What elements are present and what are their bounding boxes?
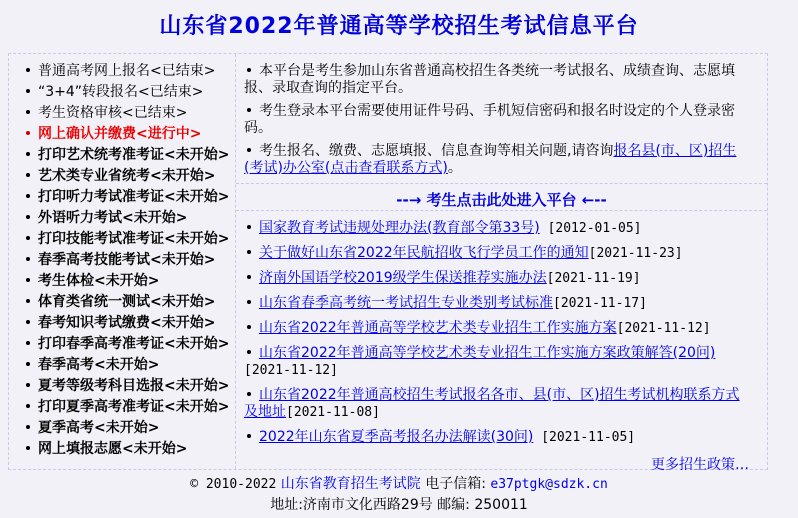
announcement-item: [244, 245, 753, 262]
intro-paragraph-login: [244, 103, 753, 137]
footer-email-link[interactable]: e37ptgk@sdzk.cn: [490, 477, 608, 492]
sidebar-item-foreign-listening-exam[interactable]: [23, 208, 231, 229]
footer-line-copyright: [0, 474, 798, 495]
sidebar-item-label: 打印夏季高考准考证<未开始>: [38, 399, 230, 415]
bullet-icon: [26, 236, 30, 240]
announcement-date: [2012-01-05]: [539, 221, 642, 236]
bullet-icon: [26, 110, 30, 114]
announcement-date: [2021-11-12]: [616, 321, 711, 336]
bullet-icon: [26, 383, 30, 387]
sidebar-item-3plus4-transfer-signup[interactable]: [23, 82, 231, 103]
intro-text: 。: [447, 160, 462, 176]
sidebar-item-pe-provincial-test[interactable]: [23, 292, 231, 313]
sidebar-item-label: 打印听力考试准考证<未开始>: [38, 189, 230, 205]
sidebar-item-online-confirm-payment[interactable]: [23, 124, 231, 145]
announcement-date: [2021-11-19]: [546, 271, 641, 286]
sidebar-item-qualification-review[interactable]: [23, 103, 231, 124]
sidebar-item-print-spring-gaokao-ticket[interactable]: [23, 334, 231, 355]
announcement-item: [244, 345, 753, 379]
bullet-icon: [26, 173, 30, 177]
sidebar-item-art-provincial-exam[interactable]: [23, 166, 231, 187]
sidebar-item-label: 春季高考<未开始>: [38, 357, 160, 373]
announcement-date: [2021-11-05]: [533, 430, 636, 445]
sidebar-item-label: 春季高考技能考试<未开始>: [38, 252, 216, 268]
intro-paragraph-platform: [244, 63, 753, 97]
announcement-item: [244, 320, 753, 337]
announcement-link[interactable]: 国家教育考试违规处理办法(教育部令第33号): [259, 220, 540, 236]
intro-paragraph-contact: [244, 143, 753, 177]
bullet-icon: [26, 89, 30, 93]
bullet-icon: [26, 446, 30, 450]
sidebar-item-online-volunteer-filling[interactable]: [23, 439, 231, 460]
exam-stage-sidebar: [9, 54, 236, 469]
footer: [0, 474, 798, 516]
enter-platform-row: [236, 184, 767, 211]
bullet-icon: [26, 404, 30, 408]
announcement-item: [244, 429, 753, 446]
announcement-list: [236, 211, 767, 474]
sidebar-item-label: 打印艺术统考准考证<未开始>: [38, 147, 230, 163]
intro-text: 本平台是考生参加山东省普通高校招生各类统一考试报名、成绩查询、志愿填报、录取查询的指定平台。: [244, 63, 735, 96]
bullet-icon: [26, 425, 30, 429]
sidebar-item-label: 网上填报志愿<未开始>: [38, 441, 188, 457]
bullet-icon: [26, 152, 30, 156]
announcement-date: [2021-11-12]: [244, 363, 338, 378]
sidebar-item-print-summer-gaokao-ticket[interactable]: [23, 397, 231, 418]
sidebar-item-print-skill-exam-ticket[interactable]: [23, 229, 231, 250]
main-content-box: [8, 53, 768, 473]
bullet-icon: [247, 350, 251, 354]
sidebar-item-label: 考生体检<未开始>: [38, 273, 160, 289]
sidebar-item-label: 打印技能考试准考证<未开始>: [38, 231, 230, 247]
sidebar-item-spring-knowledge-payment[interactable]: [23, 313, 231, 334]
announcement-link[interactable]: 山东省2022年普通高等学校艺术类专业招生工作实施方案政策解答(20问): [259, 345, 716, 361]
right-panel: [236, 54, 767, 473]
bullet-icon: [247, 108, 251, 112]
footer-org-link[interactable]: 山东省教育招生考试院: [280, 476, 421, 492]
sidebar-item-gaokao-online-signup[interactable]: [23, 61, 231, 82]
announcement-date: [2021-11-08]: [286, 405, 380, 420]
sidebar-item-summer-subject-selection[interactable]: [23, 376, 231, 397]
announcement-link[interactable]: 济南外国语学校2019级学生保送推荐实施办法: [259, 270, 547, 286]
more-policies-link[interactable]: 更多招生政策…: [651, 457, 749, 473]
bullet-icon: [247, 434, 251, 438]
intro-text: 考生登录本平台需要使用证件号码、手机短信密码和报名时设定的个人登录密码。: [244, 103, 735, 136]
intro-text: 考生报名、缴费、志愿填报、信息查询等相关问题,请咨询: [259, 143, 614, 159]
sidebar-item-label: 考生资格审核<已结束>: [38, 105, 188, 121]
sidebar-item-summer-gaokao[interactable]: [23, 418, 231, 439]
bullet-icon: [247, 392, 251, 396]
announcement-link[interactable]: 山东省2022年普通高校招生考试报名各市、县(市、区)招生考试机构联系方式及地址: [244, 387, 740, 420]
footer-email-label: 电子信箱:: [425, 476, 486, 492]
copyright-years: © 2010-2022: [190, 477, 277, 492]
enter-platform-link[interactable]: --→ 考生点击此处进入平台 ←--: [396, 191, 607, 209]
bullet-icon: [26, 320, 30, 324]
bullet-icon: [247, 225, 251, 229]
bullet-icon: [247, 275, 251, 279]
announcement-item: [244, 387, 753, 421]
announcement-link[interactable]: 关于做好山东省2022年民航招收飞行学员工作的通知: [259, 245, 589, 261]
announcement-item: [244, 270, 753, 287]
bullet-icon: [247, 250, 251, 254]
sidebar-item-label: 网上确认并缴费<进行中>: [38, 126, 202, 142]
more-policies-row: [244, 454, 753, 474]
sidebar-item-physical-exam[interactable]: [23, 271, 231, 292]
announcement-link[interactable]: 山东省2022年普通高等学校艺术类专业招生工作实施方案: [259, 320, 617, 336]
bullet-icon: [26, 362, 30, 366]
sidebar-item-label: 艺术类专业省统考<未开始>: [38, 168, 216, 184]
bullet-icon: [247, 325, 251, 329]
bullet-icon: [26, 215, 30, 219]
sidebar-item-spring-skill-exam[interactable]: [23, 250, 231, 271]
announcement-item: [244, 295, 753, 312]
bullet-icon: [247, 300, 251, 304]
platform-intro-section: [236, 54, 767, 184]
sidebar-item-label: 普通高考网上报名<已结束>: [38, 63, 216, 79]
announcement-item: [244, 220, 753, 237]
sidebar-item-label: 夏考等级考科目选报<未开始>: [38, 378, 230, 394]
page-title: 山东省2022年普通高等学校招生考试信息平台: [159, 14, 639, 39]
contact-office-link[interactable]: 报名县(市、区)招生(考试)办公室(点击查看联系方式): [244, 143, 737, 176]
bullet-icon: [26, 278, 30, 282]
footer-line-address: 地址:济南市文化西路29号 邮编: 250011: [270, 497, 528, 513]
announcement-link[interactable]: 山东省春季高考统一考试招生专业类别考试标准: [259, 295, 553, 311]
sidebar-item-label: 夏季高考<未开始>: [38, 420, 160, 436]
announcement-date: [2021-11-17]: [553, 296, 647, 311]
sidebar-item-print-listening-ticket[interactable]: [23, 187, 231, 208]
announcement-link[interactable]: 2022年山东省夏季高考报名办法解读(30问): [259, 429, 534, 445]
sidebar-item-spring-gaokao[interactable]: [23, 355, 231, 376]
bullet-icon: [26, 257, 30, 261]
sidebar-item-print-art-exam-ticket[interactable]: [23, 145, 231, 166]
bullet-icon: [26, 299, 30, 303]
sidebar-item-label: 外语听力考试<未开始>: [38, 210, 188, 226]
sidebar-item-label: 打印春季高考准考证<未开始>: [38, 336, 230, 352]
sidebar-item-label: 春考知识考试缴费<未开始>: [38, 315, 216, 331]
sidebar-item-label: “3+4”转段报名<已结束>: [38, 84, 204, 100]
bullet-icon: [26, 68, 30, 72]
bullet-icon: [26, 131, 30, 135]
bullet-icon: [26, 194, 30, 198]
bullet-icon: [26, 341, 30, 345]
sidebar-item-label: 体育类省统一测试<未开始>: [38, 294, 216, 310]
bullet-icon: [247, 68, 251, 72]
bullet-icon: [247, 148, 251, 152]
announcement-date: [2021-11-23]: [588, 246, 683, 261]
